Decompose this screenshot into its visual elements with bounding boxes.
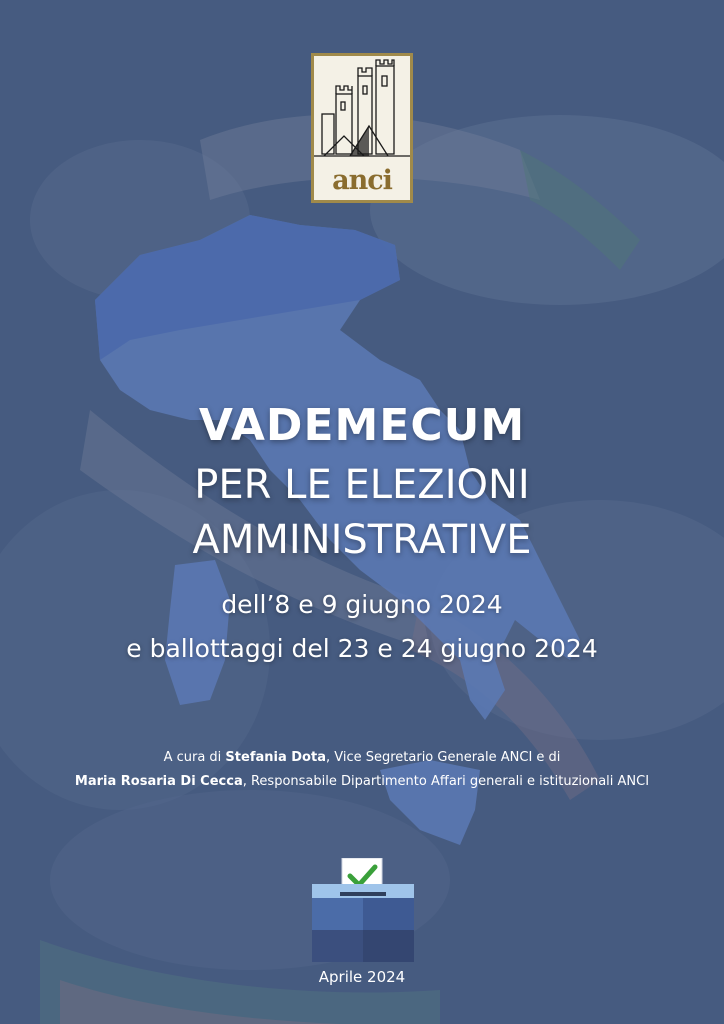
title-line-1: PER LE ELEZIONI — [194, 462, 530, 508]
author-role-1: , Vice Segretario Generale ANCI e di — [325, 750, 561, 765]
author-name-1: Stefania Dota — [225, 750, 326, 765]
credits-line-2 — [0, 774, 724, 789]
logo-text: anci — [332, 165, 392, 196]
ballot-box-icon — [312, 858, 414, 962]
subtitle-line-1: dell’8 e 9 giugno 2024 — [221, 590, 503, 619]
author-role-2: , Responsabile Dipartimento Affari generali e istituzionali ANCI — [242, 774, 650, 789]
title-main: VADEMECUM — [198, 400, 526, 451]
credits-line-1 — [0, 750, 724, 765]
publication-date: Aprile 2024 — [318, 968, 406, 986]
author-name-2: Maria Rosaria Di Cecca — [74, 774, 243, 789]
title-line-2: AMMINISTRATIVE — [192, 517, 532, 563]
credits-prefix: A cura di — [163, 750, 226, 765]
subtitle-line-2: e ballottaggi del 23 e 24 giugno 2024 — [126, 634, 598, 663]
anci-logo — [311, 53, 413, 203]
castle-logo-icon — [314, 56, 410, 166]
